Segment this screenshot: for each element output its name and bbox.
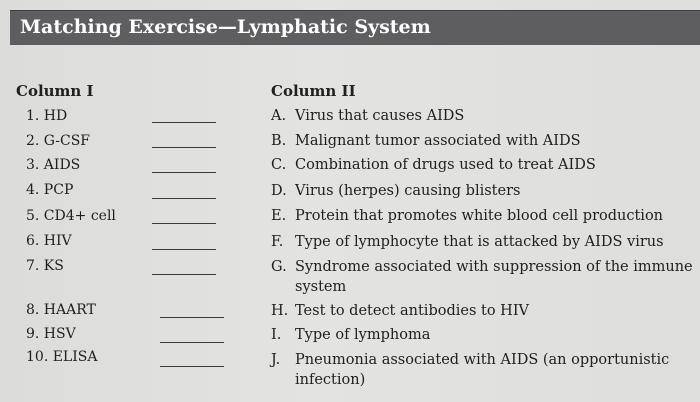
item-text-continued: system — [295, 279, 347, 295]
answer-blank[interactable] — [152, 147, 216, 148]
item-letter: C. — [271, 157, 287, 173]
answer-blank[interactable] — [160, 317, 224, 318]
column-2-heading: Column II — [271, 82, 356, 100]
column-1-heading: Column I — [16, 82, 94, 100]
column-1-item: 7. KS — [26, 258, 64, 274]
answer-blank[interactable] — [152, 223, 216, 224]
column-1-item: 9. HSV — [26, 326, 76, 342]
column-1-item: 6. HIV — [26, 233, 72, 249]
answer-blank[interactable] — [152, 172, 216, 173]
column-2-item — [271, 206, 696, 226]
item-text: Virus (herpes) causing blisters — [295, 183, 521, 199]
column-2-item — [271, 232, 696, 252]
item-letter: H. — [271, 303, 289, 319]
column-2-item — [271, 131, 696, 151]
item-text: Syndrome associated with suppression of the immune — [295, 259, 693, 275]
title-bar — [10, 10, 700, 45]
page-title: Matching Exercise—Lymphatic System — [20, 16, 431, 38]
item-letter: J. — [271, 352, 281, 368]
column-1-item: 2. G-CSF — [26, 133, 90, 149]
item-letter: F. — [271, 234, 284, 250]
item-text: Test to detect antibodies to HIV — [295, 303, 530, 319]
item-letter: A. — [271, 108, 287, 124]
column-1-item: 5. CD4+ cell — [26, 208, 116, 224]
answer-blank[interactable] — [160, 342, 224, 343]
item-text: Type of lymphoma — [295, 327, 431, 343]
answer-blank[interactable] — [152, 249, 216, 250]
column-1-item: 3. AIDS — [26, 157, 81, 173]
column-2-item — [271, 106, 696, 126]
column-1-item: 10. ELISA — [26, 349, 98, 365]
column-2-item — [271, 155, 696, 175]
item-text: Combination of drugs used to treat AIDS — [295, 157, 596, 173]
column-2-item — [271, 257, 696, 297]
item-letter: B. — [271, 133, 287, 149]
item-text: Pneumonia associated with AIDS (an opportunistic — [295, 352, 670, 368]
column-2-item — [271, 325, 696, 345]
column-1-item: 4. PCP — [26, 182, 74, 198]
item-text: Type of lymphocyte that is attacked by AIDS virus — [295, 234, 664, 250]
item-letter: E. — [271, 208, 287, 224]
answer-blank[interactable] — [160, 366, 224, 367]
column-1-item: 8. HAART — [26, 302, 96, 318]
item-text-continued: infection) — [295, 372, 366, 388]
item-text: Malignant tumor associated with AIDS — [295, 133, 581, 149]
item-letter: I. — [271, 327, 282, 343]
answer-blank[interactable] — [152, 198, 216, 199]
column-2-item — [271, 350, 696, 390]
item-letter: D. — [271, 183, 287, 199]
item-letter: G. — [271, 259, 287, 275]
item-text: Protein that promotes white blood cell production — [295, 208, 664, 224]
item-text: Virus that causes AIDS — [295, 108, 465, 124]
column-1-item: 1. HD — [26, 108, 68, 124]
answer-blank[interactable] — [152, 274, 216, 275]
answer-blank[interactable] — [152, 122, 216, 123]
column-2-item — [271, 301, 696, 321]
column-2-item — [271, 181, 696, 201]
